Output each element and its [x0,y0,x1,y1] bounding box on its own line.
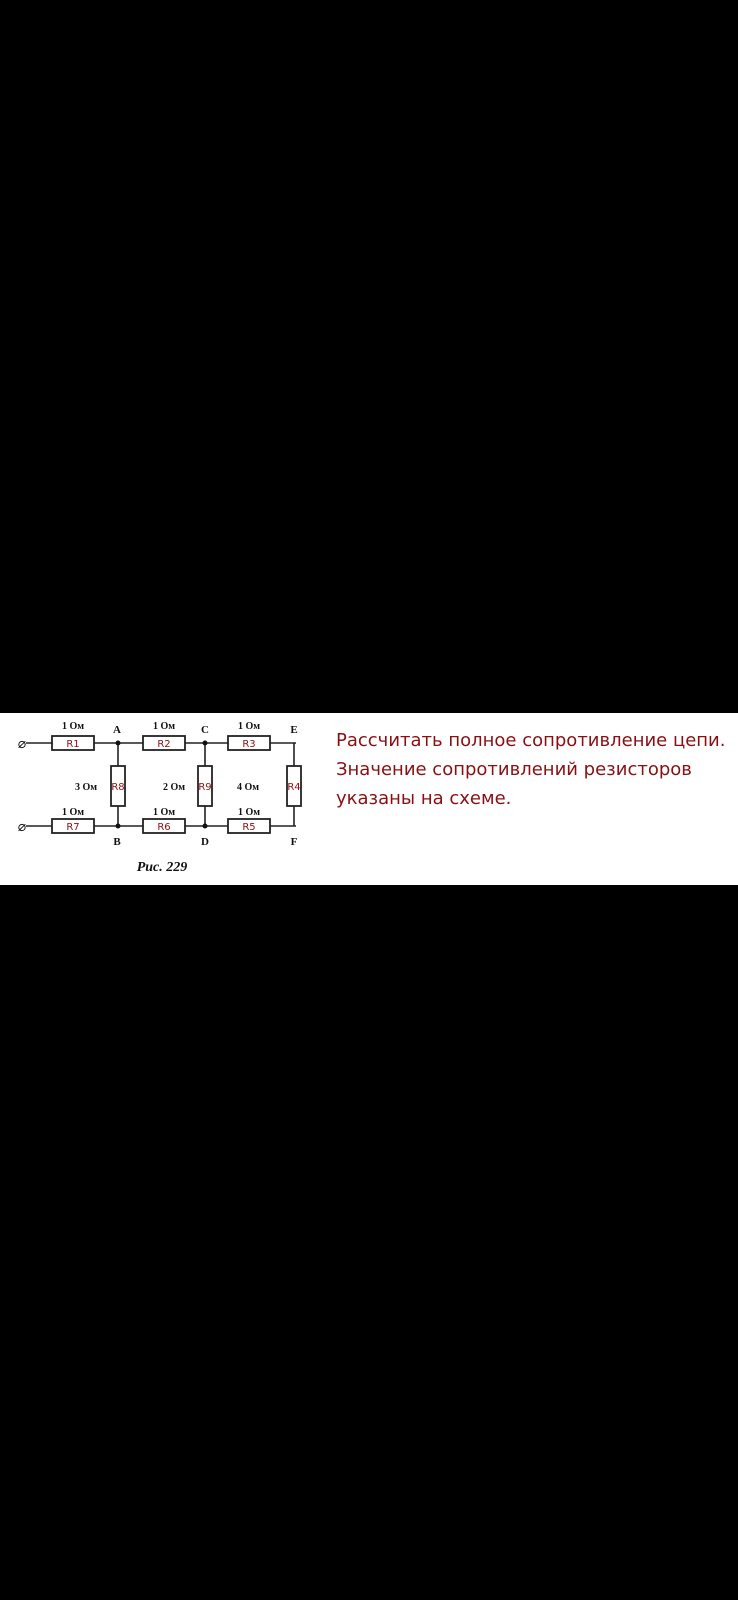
r5-value: 1 Ом [237,807,261,818]
r7-id: R7 [66,822,80,833]
junction-b [116,824,121,829]
r7-value: 1 Ом [61,807,85,818]
r5-id: R5 [242,822,256,833]
junction-a [116,741,121,746]
junction-d [203,824,208,829]
r4-id: R4 [287,782,301,793]
node-a-label: A [113,724,121,736]
circuit-diagram [0,713,320,885]
figure-caption: Рис. 229 [136,860,188,875]
node-e-label: E [290,724,298,736]
junction-c [203,741,208,746]
circuit-svg [0,713,320,885]
r2-value: 1 Ом [152,721,176,732]
node-d-label: D [201,836,209,848]
r4-value: 4 Ом [236,782,260,793]
problem-panel [0,713,738,885]
node-c-label: C [201,724,209,736]
terminal-bottom-icon: ⌀ [17,819,27,835]
task-line-2: Значение сопротивлений резисторов [336,759,692,780]
r2-id: R2 [157,739,171,750]
node-f-label: F [290,836,298,848]
r3-id: R3 [242,739,256,750]
task-text [336,726,736,813]
node-b-label: B [113,836,121,848]
r8-id: R8 [111,782,125,793]
r6-id: R6 [157,822,171,833]
r1-value: 1 Ом [61,721,85,732]
r9-value: 2 Ом [162,782,186,793]
r9-id: R9 [198,782,212,793]
r8-value: 3 Ом [74,782,98,793]
task-line-1: Рассчитать полное сопротивление цепи. [336,730,726,751]
r1-id: R1 [66,739,80,750]
r6-value: 1 Ом [152,807,176,818]
r3-value: 1 Ом [237,721,261,732]
task-line-3: указаны на схеме. [336,788,512,809]
terminal-top-icon: ⌀ [17,736,27,752]
